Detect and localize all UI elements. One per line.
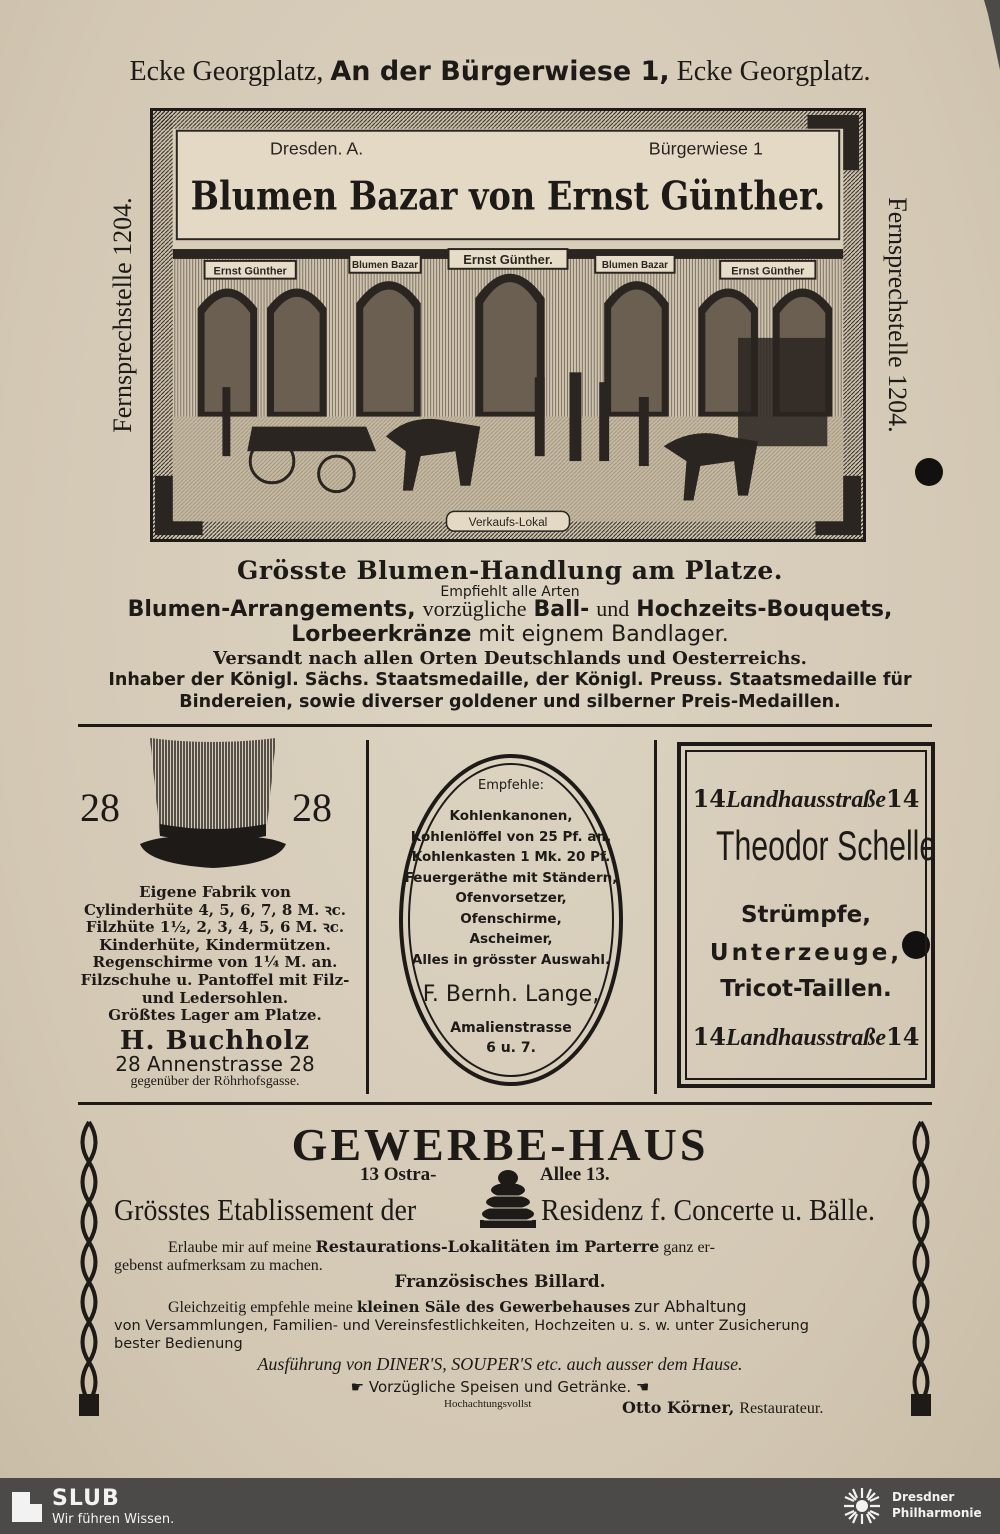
pointing-hand-icon: ☚ (635, 1378, 650, 1396)
address-line (0, 56, 1000, 88)
engraving-sign: Ernst Günther (213, 265, 287, 278)
gewerbe-catering: Ausführung von DINER'S, SOUPER'S etc. auch ausser dem Hause. (257, 1354, 743, 1374)
engraving-sign: Ernst Günther (731, 265, 805, 278)
shop-line-1: Blumen-Arrangements, vorzügliche Ball- und Hochzeits-Bouquets, (127, 596, 893, 622)
shop-medals-1: Inhaber der Königl. Sächs. Staatsmedaille, der Königl. Preuss. Staatsmedaille für (108, 670, 912, 690)
lange-number: 6 u. 7. (486, 1040, 536, 1056)
phone-left: Fernsprechstelle 1204. (108, 197, 137, 433)
shop-recommends: Empfiehlt alle Arten (440, 584, 580, 600)
phone-right: Fernsprechstelle 1204. (883, 197, 912, 433)
buchholz-opposite: gegenüber der Röhrhofsgasse. (130, 1074, 300, 1089)
engraving-title: Blumen Bazar von Ernst Günther. (190, 173, 826, 220)
schelle-address-top: 14Landhausstraße14 (692, 784, 920, 813)
punch-hole (915, 458, 943, 486)
gewerbe-address-a: 13 Ostra- (360, 1164, 437, 1185)
gewerbe-billard: Französisches Billard. (394, 1272, 606, 1292)
shop-headline: Grösste Blumen-Handlung am Platze. (237, 556, 783, 585)
gewerbe-title: GEWERBE-HAUS (291, 1119, 709, 1170)
partner-name-2: Philharmonie (892, 1506, 982, 1520)
engraving-city: Dresden. A. (270, 138, 364, 159)
footer-bar (0, 1478, 1000, 1534)
address-post: Ecke Georgplatz. (676, 56, 871, 87)
engraving-street: Bürgerwiese 1 (648, 138, 763, 159)
address-pre: Ecke Georgplatz, (129, 56, 324, 87)
shop-medals-2: Bindereien, sowie diverser goldener und silberner Preis-Medaillen. (179, 692, 841, 712)
shop-shipping: Versandt nach allen Orten Deutschlands und Oesterreichs. (213, 648, 807, 669)
slub-logo-icon (10, 1490, 44, 1524)
lange-recommend: Empfehle: (478, 778, 544, 793)
partner-name-1: Dresdner (892, 1490, 955, 1504)
schelle-item: Tricot-Taillen. (720, 976, 892, 1002)
pointing-hand-icon: ☛ (350, 1378, 365, 1396)
chain-ornament-left (76, 1122, 102, 1417)
gewerbe-address-b: Allee 13. (540, 1164, 610, 1185)
divider (78, 724, 932, 727)
schelle-item: Unterzeuge, (709, 940, 903, 966)
schelle-name: Theodor Schelle (716, 822, 937, 869)
engraving-caption: Verkaufs-Lokal (468, 515, 548, 530)
buchholz-ad (80, 736, 370, 1092)
gewerbe-tagline-a: Grösstes Etablissement der (114, 1192, 417, 1227)
gewerbe-paragraph-1: Erlaube mir auf meine Restaurations-Lokalitäten im Parterre ganz er- gebenst aufmerksam zu machen. (114, 1237, 715, 1274)
library-tagline: Wir führen Wissen. (52, 1512, 175, 1527)
gewerbe-food: ☛ Vorzügliche Speisen und Getränke. ☚ (350, 1378, 650, 1396)
engraving-sign: Blumen Bazar (601, 259, 668, 271)
gewerbe-regards: Hochachtungsvollst (444, 1398, 532, 1410)
library-name: SLUB (52, 1486, 120, 1511)
buchholz-address: 28 Annenstrasse 28 (115, 1052, 315, 1076)
divider (654, 740, 657, 1094)
house-number-right: 28 (292, 785, 332, 830)
top-hat-icon (138, 736, 288, 876)
engraving-sign: Blumen Bazar (352, 259, 419, 271)
lange-list: Kohlenkanonen, Kohlenlöffel von 25 Pf. an, Kohlenkasten 1 Mk. 20 Pf. Feuergeräthe mit Ständern, Ofenvorsetzer, Ofenschirme, Ascheimer, Alles in grösster Auswahl. (404, 808, 618, 968)
divider (78, 1102, 932, 1105)
house-number-left: 28 (80, 785, 120, 830)
lange-name: F. Bernh. Lange, (422, 982, 600, 1007)
buchholz-list: Eigene Fabrik von Cylinderhüte 4, 5, 6, 7, 8 M. ꝛc. Filzhüte 1½, 2, 3, 4, 5, 6 M. ꝛc. Kinderhüte, Kindermützen. Regenschirme von 1¼ M. an. Filzschuhe u. Pantoffel mit Filz- und Ledersohlen. Größtes Lager am Platze. (80, 883, 350, 1025)
gewerbe-tagline-b: Residenz f. Concerte u. Bälle. (541, 1192, 875, 1227)
lange-street: Amalienstrasse (450, 1020, 572, 1036)
gewerbe-signature: Otto Körner, Restaurateur. (622, 1398, 824, 1417)
address-main: An der Bürgerwiese 1, (330, 56, 670, 87)
storefront-engraving (150, 108, 866, 542)
buchholz-name: H. Buchholz (119, 1026, 311, 1056)
schelle-item: Strümpfe, (740, 902, 872, 928)
engraving-sign: Ernst Günther. (463, 251, 553, 267)
beehive-icon (478, 1168, 538, 1230)
philharmonie-logo-icon (842, 1486, 882, 1526)
gewerbe-paragraph-2: Gleichzeitig empfehle meine kleinen Säle des Gewerbehauses zur Abhaltung von Versammlungen, Familien- und Vereinsfestlichkeiten, Hochzeiten u. s. w. unter Zusicherung bester Bedienung (114, 1297, 809, 1352)
chain-ornament-right (908, 1122, 934, 1417)
storefront-illustration (153, 111, 863, 539)
shop-line-2: Lorbeerkränze mit eignem Bandlager. (291, 622, 729, 647)
schelle-address-bottom: 14Landhausstraße14 (692, 1022, 920, 1051)
